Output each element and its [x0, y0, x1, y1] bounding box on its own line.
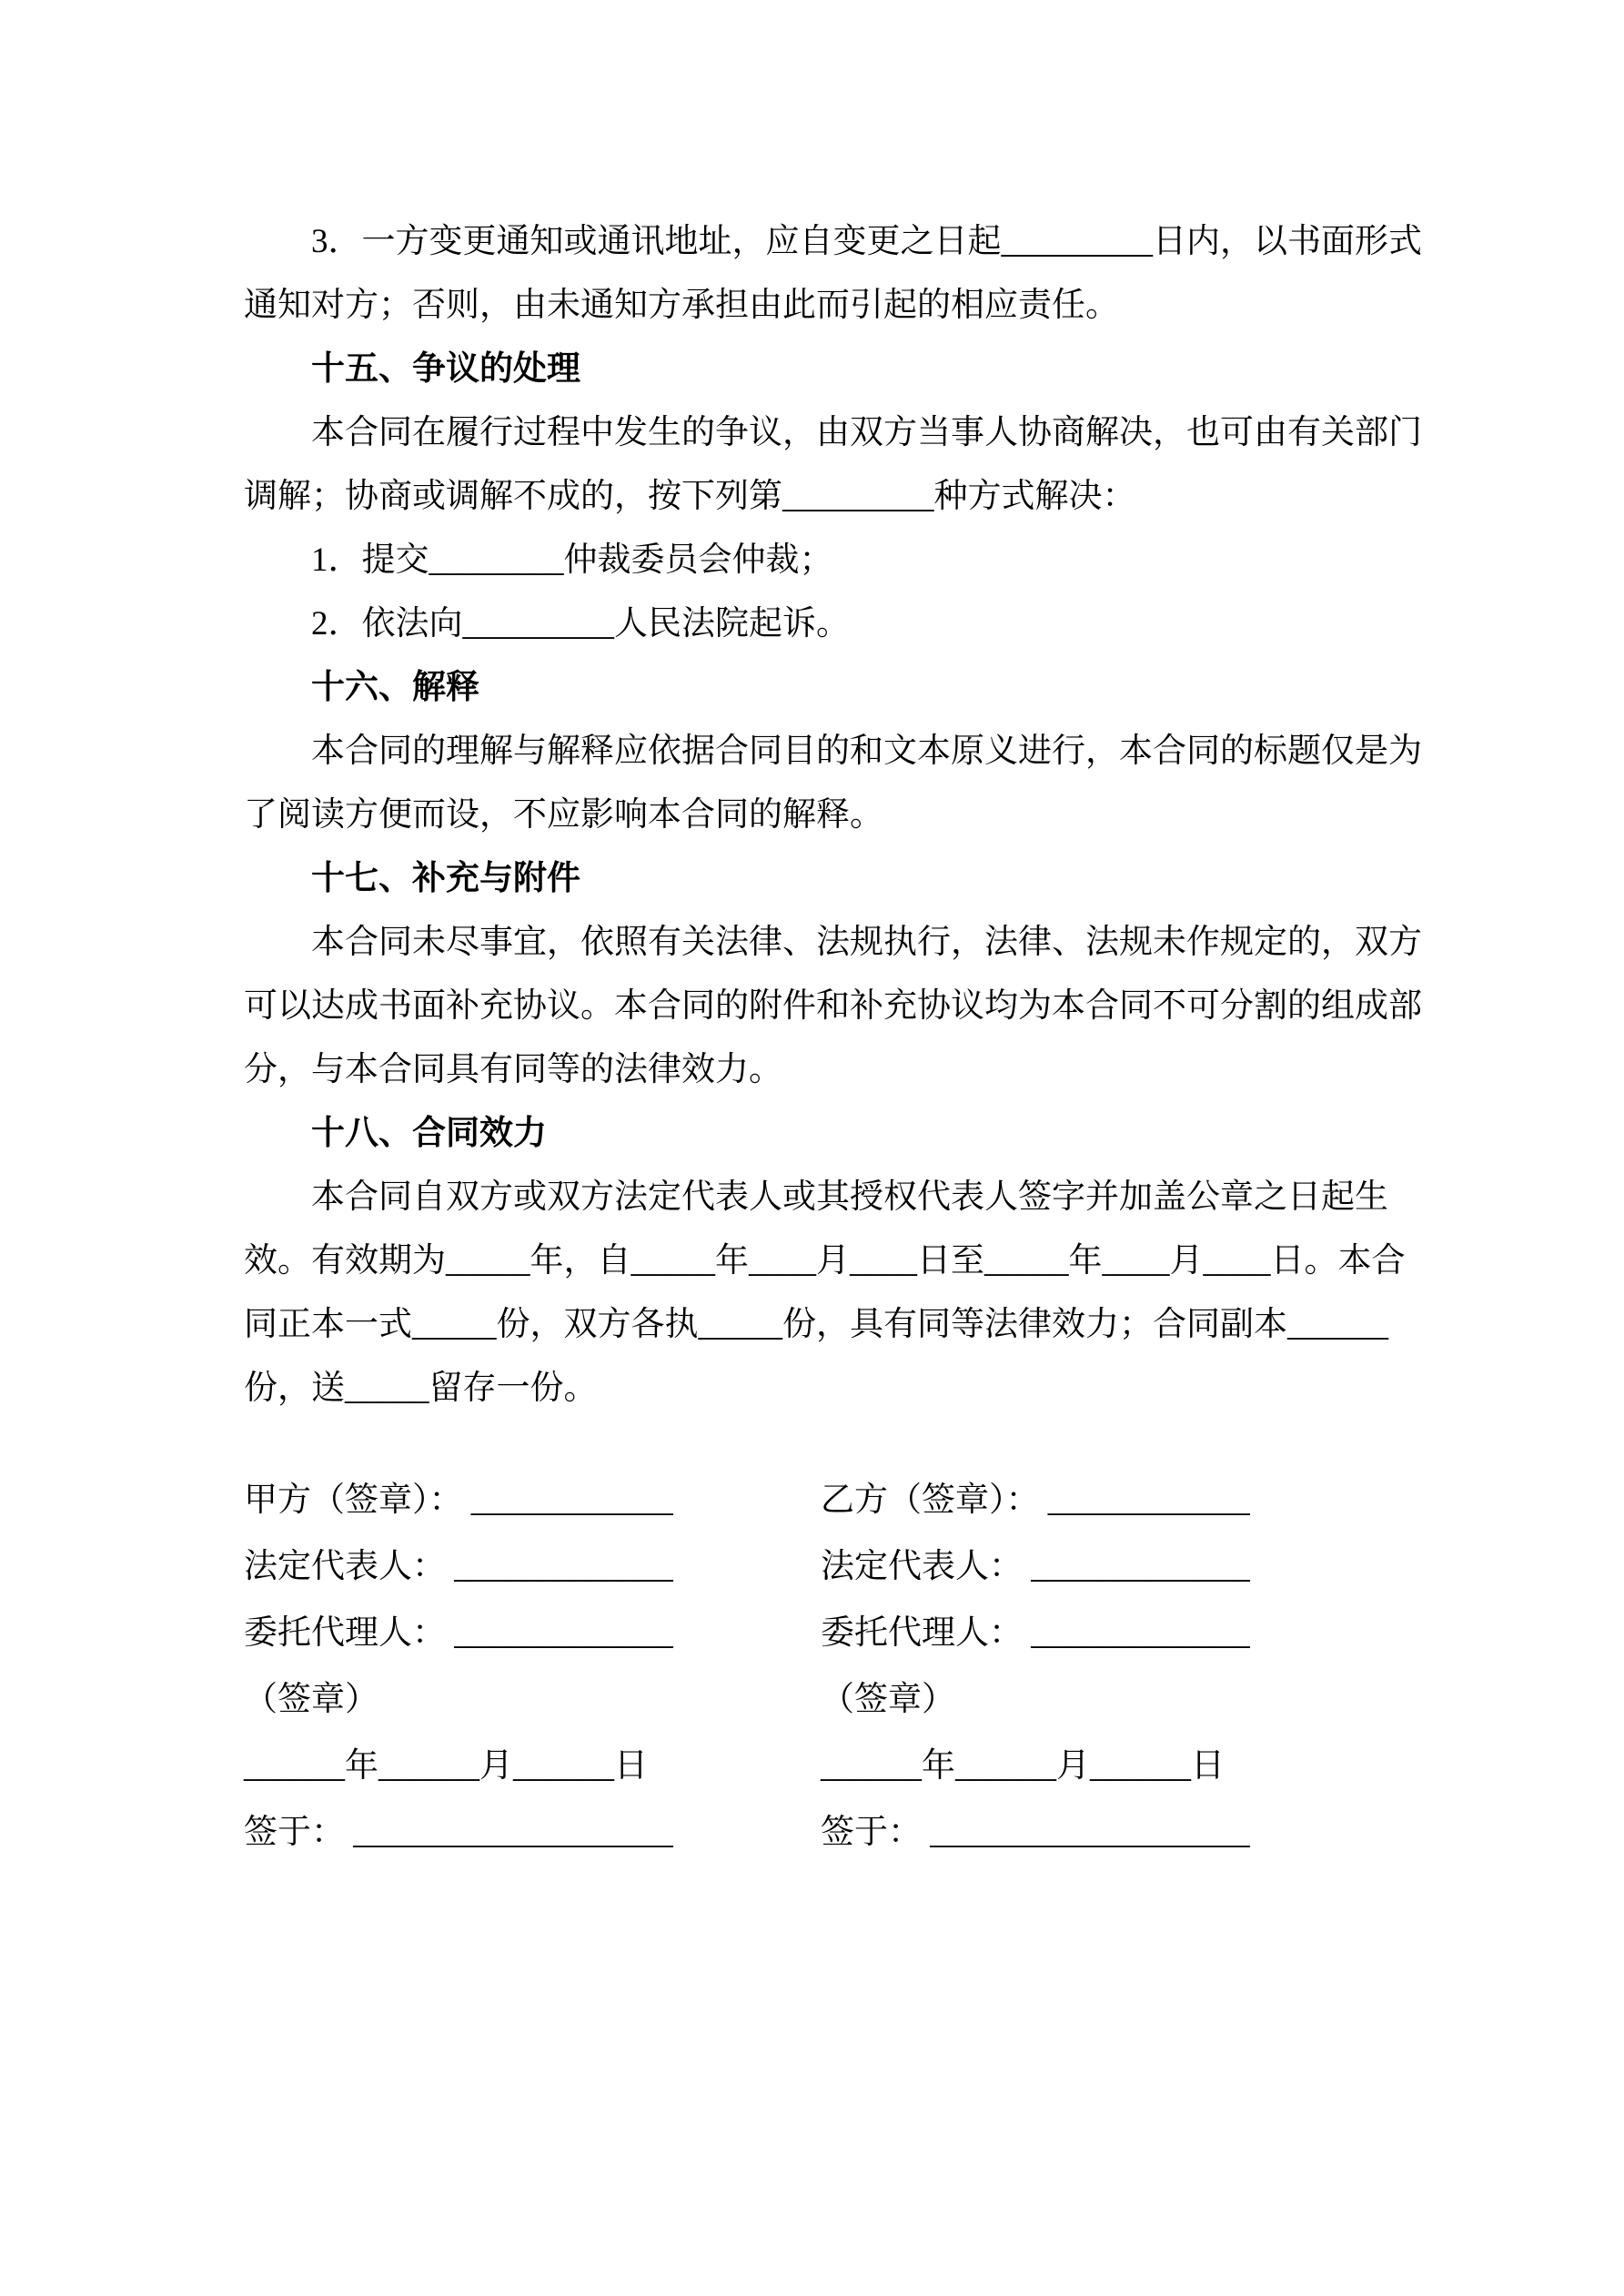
clause-17-line-1: 本合同未尽事宜，依照有关法律、法规执行，法律、法规未作规定的，双方 [311, 924, 1422, 961]
clause-15-line-1: 本合同在履行过程中发生的争议，由双方当事人协商解决，也可由有关部门 [311, 414, 1422, 451]
clause-18-line-1: 本合同自双方或双方法定代表人或其授权代表人签字并加盖公章之日起生 [311, 1178, 1388, 1216]
clause-16-line-1: 本合同的理解与解释应依据合同目的和文本原义进行，本合同的标题仅是为 [311, 733, 1422, 770]
party-a-seal-line: 甲方（签章）： ____________ [244, 1482, 673, 1519]
clause-18-line-4: 份，送_____留存一份。 [244, 1370, 598, 1407]
party-b-seal-line: 乙方（签章）： ____________ [821, 1482, 1250, 1519]
clause-notice-change-line-1: 3．一方变更通知或通讯地址，应自变更之日起_________日内，以书面形式 [311, 223, 1422, 260]
party-b-seal-note: （签章） [821, 1681, 955, 1718]
clause-18-line-3: 同正本一式_____份，双方各执_____份，具有同等法律效力；合同副本______ [244, 1306, 1388, 1343]
clause-notice-change-line-2: 通知对方；否则，由未通知方承担由此而引起的相应责任。 [244, 287, 1119, 324]
party-a-signed-at-line: 签于： ___________________ [244, 1814, 673, 1851]
party-b-signature-block [821, 1467, 1403, 1866]
party-a-legal-rep-line: 法定代表人： _____________ [244, 1548, 673, 1585]
heading-17-supplement-annex: 十七、补充与附件 [311, 860, 580, 897]
party-a-signature-block [244, 1467, 826, 1866]
clause-18-line-2: 效。有效期为_____年，自_____年____月____日至_____年____月____日。本合 [244, 1242, 1406, 1279]
heading-16-interpretation: 十六、解释 [311, 669, 479, 706]
clause-17-line-2: 可以达成书面补充协议。本合同的附件和补充协议均为本合同不可分割的组成部 [244, 987, 1422, 1025]
party-b-signed-at-line: 签于： ___________________ [821, 1814, 1250, 1851]
clause-15-line-2: 调解；协商或调解不成的，按下列第_________种方式解决： [244, 478, 1136, 515]
clause-15-item-litigation: 2．依法向_________人民法院起诉。 [311, 605, 850, 642]
party-b-agent-line: 委托代理人： _____________ [821, 1614, 1250, 1652]
party-a-date-line: ______年______月______日 [244, 1747, 648, 1785]
party-b-date-line: ______年______月______日 [821, 1747, 1225, 1785]
clause-17-line-3: 分，与本合同具有同等的法律效力。 [244, 1051, 782, 1088]
party-a-seal-note: （签章） [244, 1681, 378, 1718]
contract-body [244, 210, 1427, 1421]
party-a-agent-line: 委托代理人： _____________ [244, 1614, 673, 1652]
clause-15-item-arbitration: 1．提交________仲裁委员会仲裁； [311, 541, 833, 579]
heading-18-contract-effect: 十八、合同效力 [311, 1115, 547, 1152]
clause-16-line-2: 了阅读方便而设，不应影响本合同的解释。 [244, 796, 883, 834]
party-b-legal-rep-line: 法定代表人： _____________ [821, 1548, 1250, 1585]
heading-15-dispute-resolution: 十五、争议的处理 [311, 350, 580, 388]
